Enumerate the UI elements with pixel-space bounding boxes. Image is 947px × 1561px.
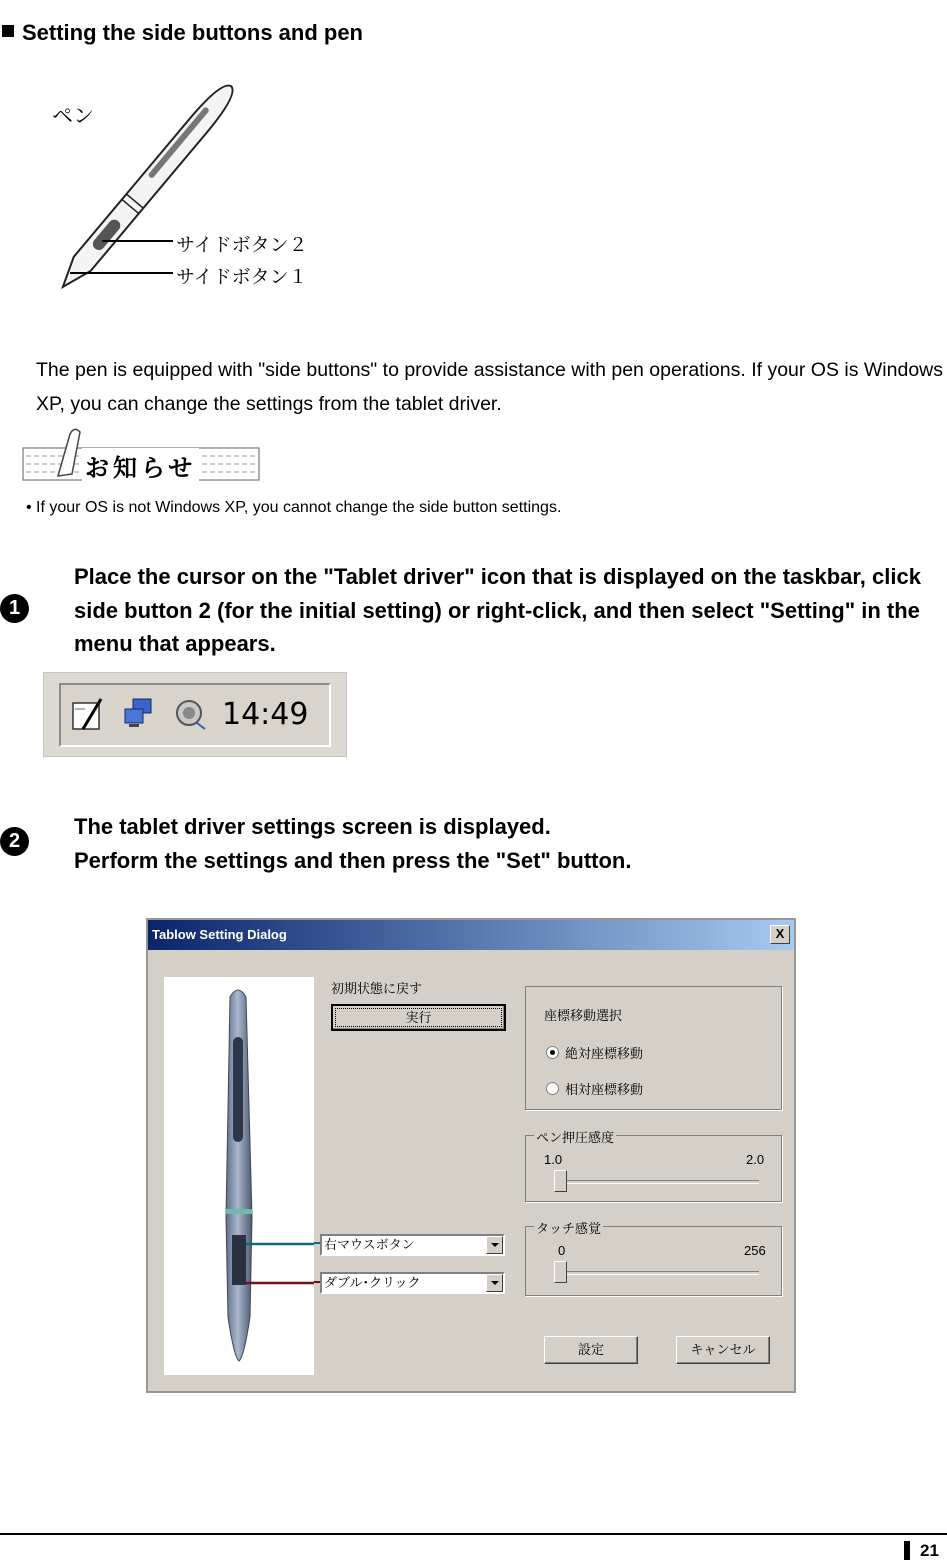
tray-area xyxy=(59,683,331,747)
absolute-coord-option[interactable] xyxy=(546,1043,643,1062)
set-button[interactable] xyxy=(544,1336,638,1364)
execute-button[interactable] xyxy=(331,1004,506,1031)
pen-label: ペン xyxy=(52,105,94,128)
relative-radio[interactable] xyxy=(546,1082,559,1095)
reset-label: 初期状態に戻す xyxy=(331,981,423,996)
step-1-number: 1 xyxy=(0,594,29,623)
section-heading xyxy=(2,20,363,46)
side-button-2-select[interactable] xyxy=(320,1234,505,1256)
touch-sensitivity-group xyxy=(525,1221,782,1296)
absolute-label: 絶対座標移動 xyxy=(565,1046,644,1061)
intro-paragraph: The pen is equipped with "side buttons" to provide assistance with pen operations. If your OS is Windows XP, you can change the settings from the tablet driver. xyxy=(36,359,943,415)
chevron-down-icon[interactable] xyxy=(486,1274,503,1292)
pen-preview-panel xyxy=(164,977,314,1375)
touch-max-label: 256 xyxy=(744,1243,766,1258)
execute-button-label: 実行 xyxy=(335,1008,502,1027)
step-2-text: The tablet driver settings screen is displayed. Perform the settings and then press the "Set" button. xyxy=(74,814,632,873)
cancel-button[interactable] xyxy=(676,1336,770,1364)
touch-min-label: 0 xyxy=(558,1243,566,1258)
pressure-max-label: 2.0 xyxy=(746,1152,765,1167)
volume-icon[interactable] xyxy=(173,697,207,731)
pen-illustration xyxy=(30,80,350,310)
side-button-1-value: ダブル･クリック xyxy=(324,1275,421,1290)
pressure-min-label: 1.0 xyxy=(544,1152,563,1167)
side-button-1-select[interactable] xyxy=(320,1272,505,1294)
network-icon[interactable] xyxy=(123,697,157,731)
coord-mode-group xyxy=(525,986,782,1110)
tray-clock: 14:49 xyxy=(222,697,309,732)
coord-mode-title: 座標移動選択 xyxy=(544,1008,623,1023)
pen-pressure-title: ペン押圧感度 xyxy=(534,1127,616,1146)
relative-coord-option[interactable] xyxy=(546,1079,643,1098)
section-heading-text: Setting the side buttons and pen xyxy=(22,20,363,45)
note-text: • If your OS is not Windows XP, you cannot change the side button settings. xyxy=(26,499,562,516)
square-bullet-icon xyxy=(2,25,14,37)
relative-label: 相対座標移動 xyxy=(565,1082,644,1097)
tablow-setting-dialog xyxy=(146,918,796,1393)
touch-slider-track xyxy=(554,1271,759,1275)
absolute-radio[interactable] xyxy=(546,1046,559,1059)
side-button-2-label: サイドボタン２ xyxy=(176,235,308,256)
note-badge-label: お知らせ xyxy=(82,448,199,483)
cancel-button-label: キャンセル xyxy=(690,1342,756,1357)
pressure-slider-track xyxy=(554,1180,759,1184)
step-1-text: Place the cursor on the "Tablet driver" icon that is displayed on the taskbar, click side button 2 (for the initial setting) or right-click, and then select "Setting" in the menu that appears. xyxy=(74,564,921,656)
step-2-number: 2 xyxy=(0,827,29,856)
footer-rule xyxy=(0,1533,947,1535)
note-badge xyxy=(22,426,260,482)
pressure-slider-thumb[interactable] xyxy=(554,1170,567,1192)
dialog-title: Tablow Setting Dialog xyxy=(152,927,287,942)
close-icon[interactable]: X xyxy=(770,925,790,944)
touch-slider-thumb[interactable] xyxy=(554,1261,567,1283)
set-button-label: 設定 xyxy=(577,1342,604,1357)
side-button-1-label: サイドボタン１ xyxy=(176,267,308,288)
pen-pressure-group xyxy=(525,1130,782,1202)
tablet-driver-icon[interactable] xyxy=(71,697,105,731)
touch-sensitivity-title: タッチ感覚 xyxy=(534,1218,603,1237)
page-number: 21 xyxy=(920,1541,939,1560)
page-marker xyxy=(904,1541,910,1560)
chevron-down-icon[interactable] xyxy=(486,1236,503,1254)
dialog-title-bar xyxy=(148,920,794,950)
side-button-2-value: 右マウスボタン xyxy=(324,1237,415,1252)
taskbar-tray xyxy=(43,672,347,757)
pen-preview-icon xyxy=(164,977,314,1375)
